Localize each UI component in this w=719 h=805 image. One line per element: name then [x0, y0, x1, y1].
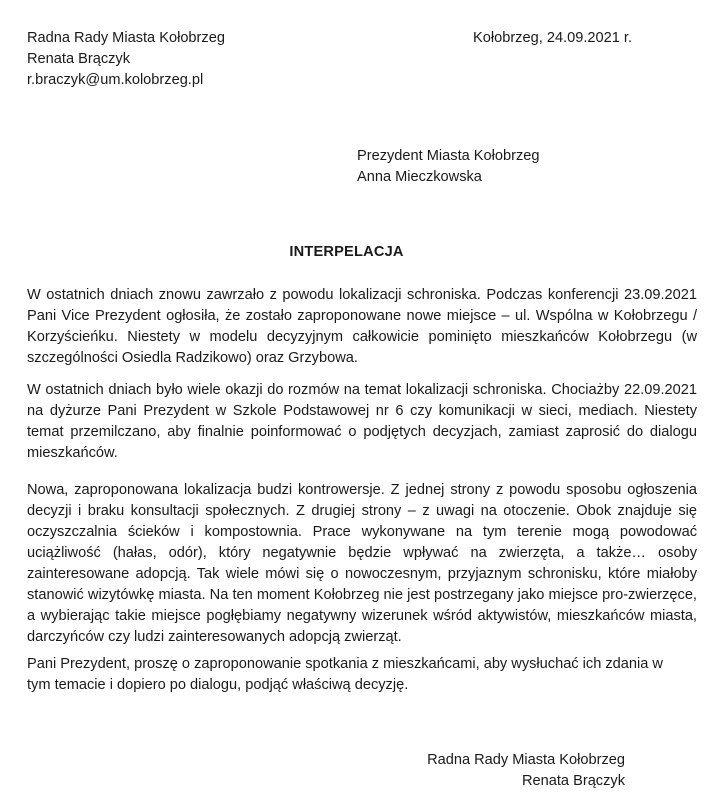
sender-block	[27, 28, 225, 91]
sender-name: Renata Brączyk	[27, 51, 131, 67]
sender-email: r.braczyk@um.kolobrzeg.pl	[27, 72, 204, 88]
sender-title: Radna Rady Miasta Kołobrzeg	[27, 30, 225, 46]
body-paragraph-4: Pani Prezydent, proszę o zaproponowanie spotkania z mieszkańcami, aby wysłuchać ich zdania w tym temacie i dopiero po dialogu, podjąć właściwą decyzję.	[27, 656, 663, 693]
signature-block	[400, 750, 625, 792]
recipient-name: Anna Mieczkowska	[357, 169, 482, 185]
signature-name: Renata Brączyk	[521, 773, 625, 789]
body-paragraph-1: W ostatnich dniach znowu zawrzało z powodu lokalizacji schroniska. Podczas konferencji 23.09.2021 Pani Vice Prezydent ogłosiła, że zostało zaproponowane nowe miejsce – ul. Wspólna w Kołobrzegu / Korzyścieńku. Niestety w modelu decyzyjnym całkowicie pominięto mieszkańców Kołobrzegu (w szczególności Osiedla Radzikowo) oraz Grzybowa.	[27, 287, 697, 366]
body-paragraph-2: W ostatnich dniach było wiele okazji do rozmów na temat lokalizacji schroniska. Chociażby 22.09.2021 na dyżurze Pani Prezydent w Szkole Podstawowej nr 6 czy komunikacji w sieci, mediach. Niestety temat przemilczano, aby finalnie poinformować o podjętych decyzjach, zamiast zaprosić do dialogu mieszkańców.	[27, 382, 697, 461]
recipient-title: Prezydent Miasta Kołobrzeg	[357, 148, 540, 164]
signature-title: Radna Rady Miasta Kołobrzeg	[427, 752, 625, 768]
recipient-block	[357, 146, 540, 188]
document-title: INTERPELACJA	[289, 244, 404, 260]
letter-date: Kołobrzeg, 24.09.2021 r.	[473, 30, 633, 46]
body-paragraph-3: Nowa, zaproponowana lokalizacja budzi kontrowersje. Z jednej strony z powodu sposobu ogłoszenia decyzji i braku konsultacji społecznych. Z drugiej strony – z uwagi na otoczenie. Obok znajduje się oczyszczalnia ścieków i kompostownia. Prace wykonywane na tym terenie mogą powodować uciążliwość (hałas, odór), który negatywnie będzie wpływać na zwierzęta, a także… osoby zainteresowane adopcją. Tak wiele mówi się o nowoczesnym, przyjaznym schronisku, które miałoby stanowić wizytówkę miasta. Na ten moment Kołobrzeg nie jest postrzegany jako miejsce pro-zwierzęce, a wybierając takie miejsce pogłębiamy negatywny wizerunek wśród aktywistów, mieszkańców miasta, darczyńców czy ludzi zainteresowanych adopcją zwierząt.	[27, 482, 697, 645]
document-title-row	[0, 242, 719, 263]
